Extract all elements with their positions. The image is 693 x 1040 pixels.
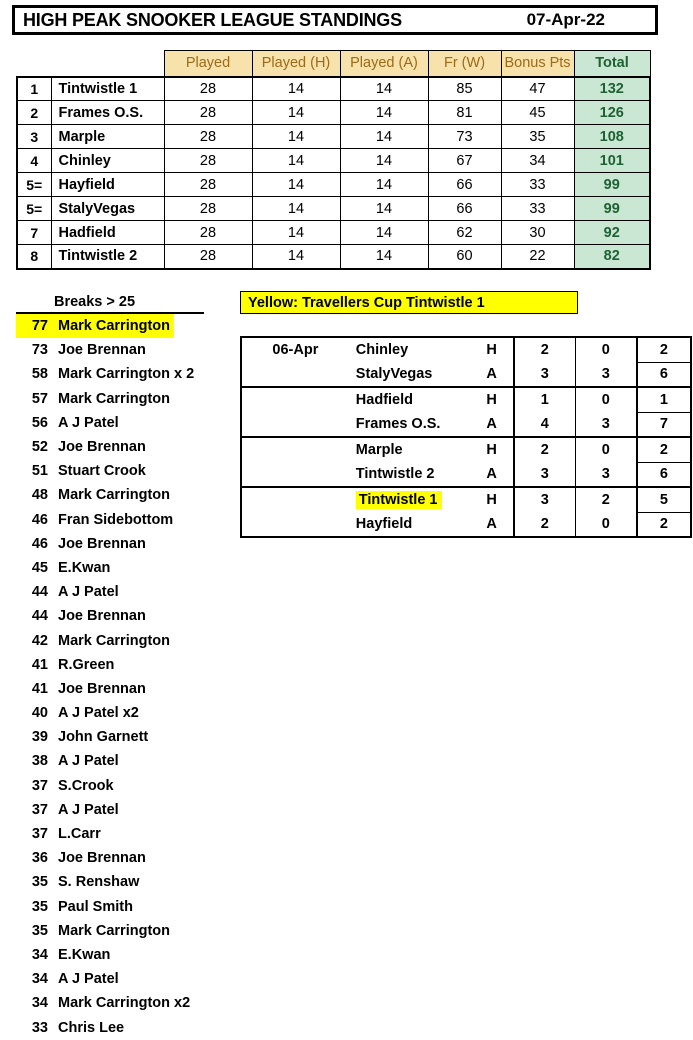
standings-cell-team: StalyVegas bbox=[51, 197, 164, 221]
standings-cell-position: 8 bbox=[17, 245, 51, 269]
break-player-name: Joe Brennan bbox=[58, 680, 146, 697]
results-cell-date bbox=[241, 362, 352, 387]
break-entry bbox=[16, 1015, 128, 1039]
results-cell-total: 6 bbox=[637, 362, 691, 387]
break-entry bbox=[16, 532, 150, 556]
break-entry bbox=[16, 362, 198, 386]
break-entry bbox=[16, 677, 150, 701]
results-cell-frames: 1 bbox=[514, 387, 576, 412]
break-entry bbox=[16, 774, 118, 798]
break-player-name: A J Patel bbox=[58, 584, 119, 601]
break-entry bbox=[16, 628, 174, 652]
break-player-name: Joe Brennan bbox=[58, 342, 146, 359]
break-player-name: Mark Carrington bbox=[58, 390, 170, 407]
results-cell-frames: 4 bbox=[514, 412, 576, 437]
standings-header-row bbox=[17, 51, 650, 77]
standings-cell-bonus-points: 22 bbox=[501, 245, 574, 269]
standings-cell-position: 3 bbox=[17, 125, 51, 149]
break-player-name: Joe Brennan bbox=[58, 535, 146, 552]
standings-cell-played: 28 bbox=[164, 197, 252, 221]
standings-cell-total: 126 bbox=[574, 101, 650, 125]
results-cell-home-away: A bbox=[470, 462, 513, 487]
standings-cell-total: 82 bbox=[574, 245, 650, 269]
page-title-bar bbox=[12, 5, 658, 35]
break-score: 40 bbox=[31, 705, 48, 722]
standings-cell-team: Tintwistle 1 bbox=[51, 77, 164, 101]
break-score: 44 bbox=[31, 608, 48, 625]
break-entry bbox=[16, 822, 105, 846]
standings-cell-played: 28 bbox=[164, 173, 252, 197]
break-entry bbox=[16, 580, 123, 604]
standings-cell-bonus-points: 33 bbox=[501, 197, 574, 221]
page-title: HIGH PEAK SNOOKER LEAGUE STANDINGS bbox=[23, 9, 402, 30]
break-entry bbox=[16, 870, 143, 894]
break-entry bbox=[16, 604, 150, 628]
standings-cell-position: 7 bbox=[17, 221, 51, 245]
break-score: 58 bbox=[31, 366, 48, 383]
results-cell-frames: 2 bbox=[514, 512, 576, 537]
break-player-name: Stuart Crook bbox=[58, 463, 146, 480]
break-score: 36 bbox=[31, 850, 48, 867]
standings-body bbox=[17, 77, 650, 269]
break-player-name: Fran Sidebottom bbox=[58, 511, 174, 528]
break-score: 37 bbox=[31, 777, 48, 794]
results-cell-date bbox=[241, 437, 352, 462]
results-cell-team: Tintwistle 2 bbox=[352, 462, 471, 487]
standings-cell-played-home: 14 bbox=[252, 197, 340, 221]
standings-cell-position: 5= bbox=[17, 173, 51, 197]
break-player-name: A J Patel bbox=[58, 753, 119, 770]
standings-cell-frames-won: 60 bbox=[428, 245, 501, 269]
standings-cell-played: 28 bbox=[164, 149, 252, 173]
standings-cell-played: 28 bbox=[164, 125, 252, 149]
results-cell-date bbox=[241, 387, 352, 412]
break-score: 48 bbox=[31, 487, 48, 504]
standings-row bbox=[17, 101, 650, 125]
break-entry bbox=[16, 967, 123, 991]
break-score: 38 bbox=[31, 753, 48, 770]
standings-cell-total: 101 bbox=[574, 149, 650, 173]
break-score: 56 bbox=[31, 414, 48, 431]
break-entry bbox=[16, 701, 143, 725]
results-cell-total: 5 bbox=[637, 487, 691, 512]
results-cell-bonus: 3 bbox=[575, 462, 637, 487]
break-score: 77 bbox=[31, 318, 48, 335]
results-cell-bonus: 0 bbox=[575, 437, 637, 462]
breaks-panel bbox=[16, 294, 231, 1040]
break-player-name: Mark Carrington bbox=[58, 487, 170, 504]
break-entry bbox=[16, 895, 137, 919]
break-entry bbox=[16, 387, 174, 411]
results-cell-home-away: H bbox=[470, 437, 513, 462]
standings-cell-played-away: 14 bbox=[340, 221, 428, 245]
results-cell-total: 2 bbox=[637, 512, 691, 537]
results-cell-frames: 2 bbox=[514, 437, 576, 462]
results-cell-date bbox=[241, 412, 352, 437]
break-score: 37 bbox=[31, 801, 48, 818]
break-score: 42 bbox=[31, 632, 48, 649]
standings-cell-total: 132 bbox=[574, 77, 650, 101]
break-score: 39 bbox=[31, 729, 48, 746]
break-score: 35 bbox=[31, 922, 48, 939]
break-entry bbox=[16, 314, 174, 338]
break-score: 57 bbox=[31, 390, 48, 407]
standings-cell-played-home: 14 bbox=[252, 221, 340, 245]
break-score: 46 bbox=[31, 535, 48, 552]
results-cell-home-away: A bbox=[470, 512, 513, 537]
break-score: 35 bbox=[31, 874, 48, 891]
breaks-heading: Breaks > 25 bbox=[16, 294, 204, 314]
results-cell-team: StalyVegas bbox=[352, 362, 471, 387]
standings-header-fr-w: Fr (W) bbox=[428, 51, 501, 77]
standings-cell-bonus-points: 33 bbox=[501, 173, 574, 197]
standings-cell-team: Marple bbox=[51, 125, 164, 149]
standings-cell-team: Hayfield bbox=[51, 173, 164, 197]
results-row bbox=[241, 487, 691, 512]
break-score: 34 bbox=[31, 971, 48, 988]
standings-cell-team: Chinley bbox=[51, 149, 164, 173]
standings-header-blank-team bbox=[51, 51, 164, 77]
results-row bbox=[241, 412, 691, 437]
break-score: 45 bbox=[31, 559, 48, 576]
travellers-cup-note bbox=[240, 291, 578, 314]
break-player-name: L.Carr bbox=[58, 826, 101, 843]
standings-cell-total: 99 bbox=[574, 197, 650, 221]
break-player-name: A J Patel bbox=[58, 414, 119, 431]
standings-cell-team: Frames O.S. bbox=[51, 101, 164, 125]
break-entry bbox=[16, 411, 123, 435]
standings-header-played-h: Played (H) bbox=[252, 51, 340, 77]
break-score: 51 bbox=[31, 463, 48, 480]
standings-row bbox=[17, 77, 650, 101]
standings-cell-team: Hadfield bbox=[51, 221, 164, 245]
results-cell-bonus: 3 bbox=[575, 412, 637, 437]
results-row bbox=[241, 462, 691, 487]
results-cell-home-away: A bbox=[470, 412, 513, 437]
standings-cell-bonus-points: 30 bbox=[501, 221, 574, 245]
standings-header-blank-pos bbox=[17, 51, 51, 77]
standings-cell-position: 4 bbox=[17, 149, 51, 173]
results-row bbox=[241, 362, 691, 387]
break-player-name: John Garnett bbox=[58, 729, 149, 746]
results-cell-frames: 2 bbox=[514, 337, 576, 362]
results-cell-team: Frames O.S. bbox=[352, 412, 471, 437]
results-body bbox=[241, 337, 691, 537]
standings-cell-played-away: 14 bbox=[340, 197, 428, 221]
standings-cell-bonus-points: 45 bbox=[501, 101, 574, 125]
standings-header-bonus-pts: Bonus Pts bbox=[501, 51, 574, 77]
results-team-highlighted: Tintwistle 1 bbox=[356, 491, 442, 509]
results-cell-bonus: 0 bbox=[575, 387, 637, 412]
standings-cell-played-away: 14 bbox=[340, 149, 428, 173]
break-player-name: R.Green bbox=[58, 656, 115, 673]
standings-cell-bonus-points: 35 bbox=[501, 125, 574, 149]
standings-table bbox=[16, 50, 651, 270]
results-cell-team: Hadfield bbox=[352, 387, 471, 412]
results-cell-date bbox=[241, 512, 352, 537]
break-player-name: A J Patel bbox=[58, 971, 119, 988]
standings-header-played: Played bbox=[164, 51, 252, 77]
results-cell-date bbox=[241, 462, 352, 487]
standings-cell-frames-won: 67 bbox=[428, 149, 501, 173]
results-cell-bonus: 3 bbox=[575, 362, 637, 387]
standings-header-played-a: Played (A) bbox=[340, 51, 428, 77]
standings-cell-position: 5= bbox=[17, 197, 51, 221]
results-cell-team: Hayfield bbox=[352, 512, 471, 537]
break-player-name: Mark Carrington bbox=[58, 632, 170, 649]
break-player-name: S. Renshaw bbox=[58, 874, 140, 891]
standings-cell-played-home: 14 bbox=[252, 245, 340, 269]
standings-cell-frames-won: 66 bbox=[428, 173, 501, 197]
standings-row bbox=[17, 125, 650, 149]
standings-cell-played: 28 bbox=[164, 245, 252, 269]
standings-cell-played-home: 14 bbox=[252, 77, 340, 101]
break-player-name: Joe Brennan bbox=[58, 608, 146, 625]
break-player-name: E.Kwan bbox=[58, 559, 111, 576]
standings-cell-played: 28 bbox=[164, 77, 252, 101]
break-entry bbox=[16, 919, 174, 943]
break-score: 44 bbox=[31, 584, 48, 601]
break-entry bbox=[16, 556, 114, 580]
break-score: 46 bbox=[31, 511, 48, 528]
results-cell-bonus: 0 bbox=[575, 337, 637, 362]
results-cell-home-away: H bbox=[470, 387, 513, 412]
break-entry bbox=[16, 653, 118, 677]
break-entry bbox=[16, 508, 177, 532]
break-player-name: S.Crook bbox=[58, 777, 114, 794]
standings-row bbox=[17, 149, 650, 173]
results-row bbox=[241, 437, 691, 462]
break-score: 52 bbox=[31, 439, 48, 456]
results-cell-total: 7 bbox=[637, 412, 691, 437]
results-cell-team: Chinley bbox=[352, 337, 471, 362]
results-cell-frames: 3 bbox=[514, 362, 576, 387]
break-player-name: Joe Brennan bbox=[58, 850, 146, 867]
break-entry bbox=[16, 943, 114, 967]
standings-cell-bonus-points: 47 bbox=[501, 77, 574, 101]
standings-cell-played-home: 14 bbox=[252, 125, 340, 149]
standings-cell-frames-won: 85 bbox=[428, 77, 501, 101]
standings-row bbox=[17, 197, 650, 221]
standings-cell-played-away: 14 bbox=[340, 245, 428, 269]
break-entry bbox=[16, 725, 152, 749]
results-cell-home-away: A bbox=[470, 362, 513, 387]
results-row bbox=[241, 387, 691, 412]
results-cell-home-away: H bbox=[470, 337, 513, 362]
standings-cell-frames-won: 81 bbox=[428, 101, 501, 125]
breaks-list bbox=[16, 314, 231, 1040]
standings-cell-frames-won: 73 bbox=[428, 125, 501, 149]
standings-cell-played-home: 14 bbox=[252, 149, 340, 173]
report-date: 07-Apr-22 bbox=[526, 10, 605, 29]
break-player-name: E.Kwan bbox=[58, 946, 111, 963]
results-cell-bonus: 0 bbox=[575, 512, 637, 537]
break-entry bbox=[16, 749, 123, 773]
break-score: 73 bbox=[31, 342, 48, 359]
standings-cell-played-home: 14 bbox=[252, 101, 340, 125]
results-cell-date bbox=[241, 487, 352, 512]
standings-row bbox=[17, 173, 650, 197]
break-score: 34 bbox=[31, 946, 48, 963]
standings-cell-played-away: 14 bbox=[340, 125, 428, 149]
break-entry bbox=[16, 435, 150, 459]
break-player-name: Mark Carrington x 2 bbox=[58, 366, 195, 383]
standings-cell-total: 108 bbox=[574, 125, 650, 149]
break-player-name: Chris Lee bbox=[58, 1019, 125, 1036]
standings-cell-total: 92 bbox=[574, 221, 650, 245]
standings-cell-position: 2 bbox=[17, 101, 51, 125]
break-player-name: Joe Brennan bbox=[58, 439, 146, 456]
break-score: 41 bbox=[31, 656, 48, 673]
results-cell-bonus: 2 bbox=[575, 487, 637, 512]
results-cell-frames: 3 bbox=[514, 462, 576, 487]
standings-cell-team: Tintwistle 2 bbox=[51, 245, 164, 269]
break-entry bbox=[16, 991, 194, 1015]
standings-cell-played-away: 14 bbox=[340, 101, 428, 125]
standings-cell-bonus-points: 34 bbox=[501, 149, 574, 173]
results-cell-team bbox=[352, 487, 471, 512]
break-score: 37 bbox=[31, 826, 48, 843]
standings-cell-position: 1 bbox=[17, 77, 51, 101]
results-cell-total: 1 bbox=[637, 387, 691, 412]
results-cell-frames: 3 bbox=[514, 487, 576, 512]
results-cell-home-away: H bbox=[470, 487, 513, 512]
break-score: 34 bbox=[31, 995, 48, 1012]
break-player-name: A J Patel x2 bbox=[58, 705, 139, 722]
standings-cell-played-home: 14 bbox=[252, 173, 340, 197]
results-row bbox=[241, 337, 691, 362]
break-score: 33 bbox=[31, 1019, 48, 1036]
results-row bbox=[241, 512, 691, 537]
travellers-cup-note-text: Yellow: Travellers Cup Tintwistle 1 bbox=[248, 294, 485, 311]
break-entry bbox=[16, 798, 123, 822]
break-player-name: Mark Carrington bbox=[58, 922, 170, 939]
standings-row bbox=[17, 245, 650, 269]
standings-row bbox=[17, 221, 650, 245]
break-score: 35 bbox=[31, 898, 48, 915]
break-player-name: Paul Smith bbox=[58, 898, 133, 915]
standings-cell-frames-won: 62 bbox=[428, 221, 501, 245]
standings-cell-played: 28 bbox=[164, 221, 252, 245]
standings-cell-played-away: 14 bbox=[340, 77, 428, 101]
results-cell-date: 06-Apr bbox=[241, 337, 352, 362]
results-cell-total: 2 bbox=[637, 337, 691, 362]
results-cell-total: 2 bbox=[637, 437, 691, 462]
break-player-name: Mark Carrington x2 bbox=[58, 995, 191, 1012]
standings-cell-total: 99 bbox=[574, 173, 650, 197]
standings-header-total: Total bbox=[574, 51, 650, 77]
standings-cell-played-away: 14 bbox=[340, 173, 428, 197]
results-cell-team: Marple bbox=[352, 437, 471, 462]
results-table bbox=[240, 336, 692, 538]
standings-cell-played: 28 bbox=[164, 101, 252, 125]
break-entry bbox=[16, 846, 150, 870]
break-score: 41 bbox=[31, 680, 48, 697]
break-entry bbox=[16, 338, 150, 362]
break-entry bbox=[16, 483, 174, 507]
break-player-name: A J Patel bbox=[58, 801, 119, 818]
break-player-name: Mark Carrington bbox=[58, 318, 170, 335]
break-entry bbox=[16, 459, 150, 483]
standings-cell-frames-won: 66 bbox=[428, 197, 501, 221]
results-cell-total: 6 bbox=[637, 462, 691, 487]
